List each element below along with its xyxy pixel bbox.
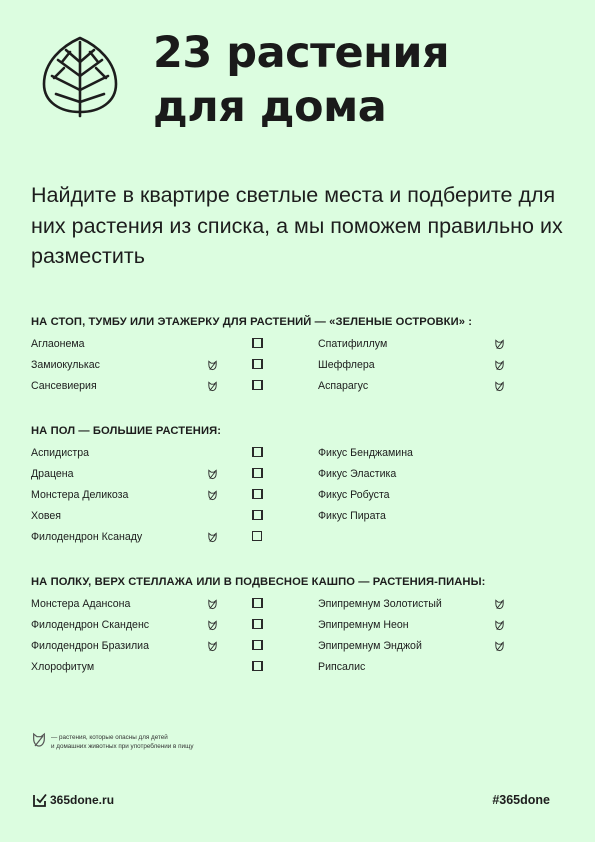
plant-name: Хлорофитум (31, 661, 95, 673)
plant-name: Замиокулькас (31, 359, 100, 371)
page-title: 23 растения для дома (153, 28, 450, 132)
plant-row (31, 465, 266, 486)
site-link[interactable]: 365done.ru (50, 793, 115, 807)
plant-name: Шеффлера (318, 359, 375, 371)
cat-face-icon (207, 599, 218, 610)
plant-list-right (318, 444, 551, 528)
section-shelf (31, 575, 551, 673)
plant-row (31, 486, 266, 507)
cat-face-icon (494, 339, 505, 350)
cat-face-icon (494, 360, 505, 371)
checkbox-check-icon (33, 793, 47, 807)
cat-face-icon (207, 469, 218, 480)
plant-row (31, 658, 266, 679)
footer-brand[interactable] (33, 792, 114, 808)
plant-row (318, 658, 551, 679)
cat-face-icon (31, 732, 47, 748)
plant-name: Сансевиерия (31, 380, 97, 392)
plant-checkbox[interactable] (253, 338, 263, 348)
cat-face-icon (207, 381, 218, 392)
plant-row (318, 356, 551, 377)
section-floor (31, 424, 551, 543)
plant-name: Эпипремнум Неон (318, 619, 409, 631)
plant-checkbox[interactable] (253, 359, 263, 369)
plant-row (31, 528, 266, 549)
cat-face-icon (207, 532, 218, 543)
plant-row (318, 507, 551, 528)
plant-name: Драцена (31, 468, 74, 480)
plant-list-left (31, 444, 266, 549)
footer-hashtag: #365done (492, 793, 550, 807)
plant-name: Рипсалис (318, 661, 366, 673)
plant-checkbox[interactable] (253, 510, 263, 520)
plant-checkbox[interactable] (252, 531, 262, 541)
plant-checkbox[interactable] (253, 598, 263, 608)
legend-text: — растения, которые опасны для детей и домашних животных при употреблении в пищу (51, 734, 194, 750)
plant-name: Монстера Адансона (31, 598, 131, 610)
plant-row (31, 444, 266, 465)
plant-name: Фикус Пирата (318, 510, 386, 522)
plant-row (318, 637, 551, 658)
plant-name: Фикус Робуста (318, 489, 390, 501)
plant-name: Эпипремнум Энджой (318, 640, 422, 652)
plant-row (31, 507, 266, 528)
plant-name: Аспарагус (318, 380, 369, 392)
plant-row (31, 356, 266, 377)
monstera-leaf-icon (40, 32, 120, 118)
plant-name: Фикус Эластика (318, 468, 397, 480)
plant-checkbox[interactable] (253, 447, 263, 457)
plant-row (31, 377, 266, 398)
page-subtitle: Найдите в квартире светлые места и подберите для них растения из списка, а мы поможем правильно их разместить (31, 183, 563, 268)
plant-row (31, 335, 266, 356)
plant-name: Ховея (31, 510, 61, 522)
toxicity-legend (31, 731, 291, 753)
plant-name: Фикус Бенджамина (318, 447, 413, 459)
plant-row (318, 465, 551, 486)
section-islands (31, 315, 551, 392)
plant-row (318, 377, 551, 398)
section-heading: НА СТОП, ТУМБУ ИЛИ ЭТАЖЕРКУ ДЛЯ РАСТЕНИЙ — «ЗЕЛЕНЫЕ ОСТРОВКИ» : (31, 316, 473, 328)
plant-row (31, 595, 266, 616)
cat-face-icon (494, 381, 505, 392)
plant-name: Филодендрон Бразилиа (31, 640, 149, 652)
plant-row (318, 335, 551, 356)
cat-face-icon (207, 490, 218, 501)
plant-row (31, 637, 266, 658)
plant-row (318, 595, 551, 616)
plant-list-right (318, 595, 551, 679)
plant-row (31, 616, 266, 637)
plant-name: Эпипремнум Золотистый (318, 598, 442, 610)
cat-face-icon (207, 620, 218, 631)
plant-row (318, 486, 551, 507)
plant-name: Монстера Деликоза (31, 489, 129, 501)
plant-checkbox[interactable] (253, 489, 263, 499)
plant-name: Филодендрон Сканденс (31, 619, 150, 631)
plant-name: Аглаонема (31, 338, 85, 350)
plant-checkbox[interactable] (253, 380, 263, 390)
plant-checkbox[interactable] (253, 619, 263, 629)
plant-list-left (31, 335, 266, 398)
plant-list-right (318, 335, 551, 398)
plant-row (318, 616, 551, 637)
cat-face-icon (494, 620, 505, 631)
plant-checkbox[interactable] (253, 468, 263, 478)
cat-face-icon (207, 641, 218, 652)
plant-checkbox[interactable] (253, 661, 263, 671)
plant-name: Спатифиллум (318, 338, 388, 350)
plant-checkbox[interactable] (253, 640, 263, 650)
cat-face-icon (207, 360, 218, 371)
plant-name: Аспидистра (31, 447, 90, 459)
plant-row (318, 444, 551, 465)
cat-face-icon (494, 641, 505, 652)
cat-face-icon (494, 599, 505, 610)
section-heading: НА ПОЛКУ, ВЕРХ СТЕЛЛАЖА ИЛИ В ПОДВЕСНОЕ КАШПО — РАСТЕНИЯ-ПИАНЫ: (31, 576, 486, 588)
section-heading: НА ПОЛ — БОЛЬШИЕ РАСТЕНИЯ: (31, 425, 222, 437)
plant-name: Филодендрон Ксанаду (31, 531, 143, 543)
plant-list-left (31, 595, 266, 679)
